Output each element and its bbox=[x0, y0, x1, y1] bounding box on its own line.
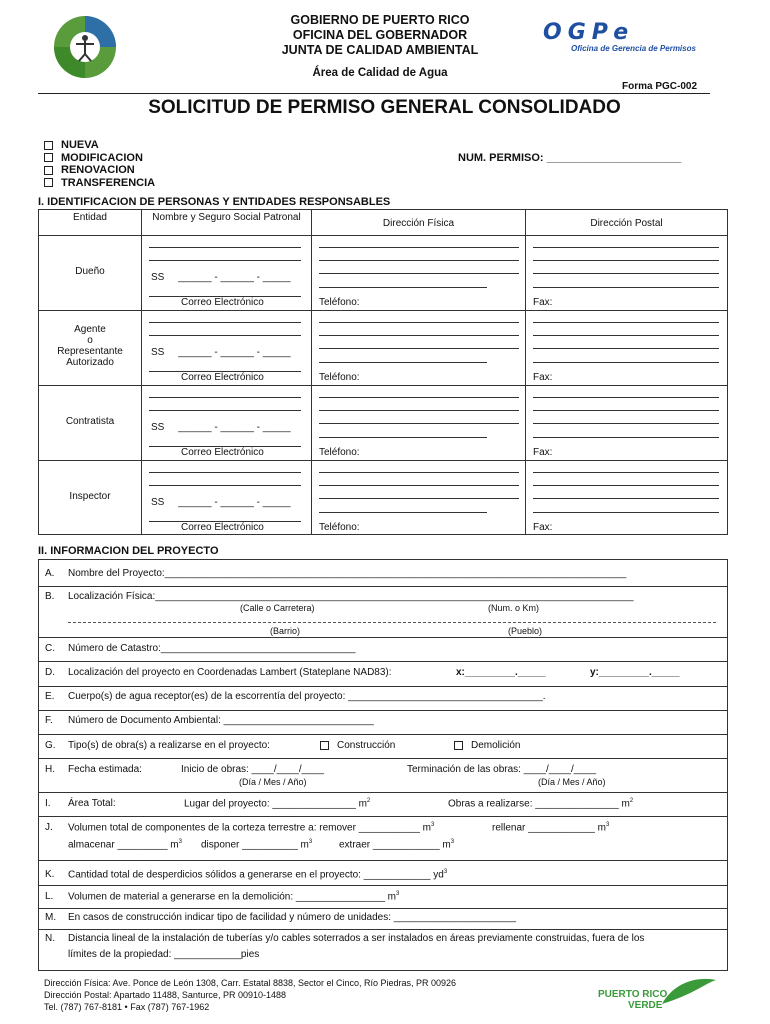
field-d-text: Localización del proyecto en Coordenadas Lambert (Stateplane NAD83): bbox=[68, 667, 392, 678]
option-construccion[interactable] bbox=[320, 740, 395, 751]
field-j-extraer: extraer ____________ m bbox=[339, 839, 451, 851]
exponent: 3 bbox=[443, 869, 448, 875]
area-title: Área de Calidad de Agua bbox=[312, 67, 448, 79]
header-line2: OFICINA DEL GOBERNADOR bbox=[292, 28, 468, 42]
field-m-letter: M. bbox=[45, 912, 57, 923]
ss-label: SS bbox=[151, 347, 165, 358]
field-i-obras[interactable] bbox=[448, 798, 633, 809]
footer-postal-address: Dirección Postal: Apartado 11488, Santurce, PR 00910-1488 bbox=[44, 990, 286, 1000]
form-code: Forma PGC-002 bbox=[622, 81, 698, 92]
checkbox-icon[interactable] bbox=[44, 141, 53, 150]
table-row bbox=[39, 461, 727, 535]
footer-phone-fax: Tel. (787) 767-8181 • Fax (787) 767-1962 bbox=[44, 1002, 210, 1012]
col-entidad: Entidad bbox=[73, 212, 107, 223]
b-sub-pueblo: (Pueblo) bbox=[508, 626, 543, 636]
field-h-text: Fecha estimada: bbox=[68, 764, 142, 775]
email-label: Correo Electrónico bbox=[181, 372, 264, 383]
exponent: 3 bbox=[396, 891, 400, 897]
phone-label: Teléfono: bbox=[319, 372, 360, 383]
email-label: Correo Electrónico bbox=[181, 522, 264, 533]
phone-label: Teléfono: bbox=[319, 522, 360, 533]
footer-physical-address: Dirección Física: Ave. Ponce de León 1308, Carr. Estatal 8838, Sector el Cinco, Río Piedras, PR 00926 bbox=[44, 978, 457, 988]
leaf-icon bbox=[660, 976, 718, 1008]
field-i-lugar[interactable] bbox=[184, 798, 370, 809]
email-label: Correo Electrónico bbox=[181, 297, 264, 308]
exponent: 2 bbox=[629, 798, 634, 804]
field-h-letter: H. bbox=[45, 764, 55, 775]
email-label: Correo Electrónico bbox=[181, 447, 264, 458]
field-d-y[interactable]: y:_________._____ bbox=[590, 667, 680, 678]
fax-label: Fax: bbox=[533, 297, 553, 308]
field-g-letter: G. bbox=[45, 740, 56, 751]
field-i-obras-text: Obras a realizarse: _______________ m bbox=[448, 798, 630, 810]
checkbox-icon[interactable] bbox=[454, 741, 463, 750]
fax-label: Fax: bbox=[533, 447, 553, 458]
col-nombre: Nombre y Seguro Social Patronal bbox=[152, 212, 301, 223]
option-construccion-label: Construcción bbox=[337, 740, 396, 751]
puerto-rico-verde-logo bbox=[598, 976, 718, 1016]
exponent: 2 bbox=[366, 798, 371, 804]
ss-field[interactable] bbox=[151, 497, 291, 508]
request-type-list bbox=[44, 139, 155, 189]
field-j-remover: Volumen total de componentes de la corteza terrestre a: remover ___________ m bbox=[68, 822, 431, 834]
entity-name: Inspector bbox=[69, 491, 111, 502]
option-demolicion-label: Demolición bbox=[471, 740, 521, 751]
exponent: 3 bbox=[178, 839, 182, 845]
field-j-almacenar: almacenar _________ m bbox=[68, 839, 179, 851]
field-i-lugar-text: Lugar del proyecto: _______________ m bbox=[184, 798, 367, 810]
request-modificacion-label: MODIFICACION bbox=[61, 151, 143, 164]
ss-field[interactable] bbox=[151, 422, 291, 433]
col-direccion-postal: Dirección Postal bbox=[590, 218, 663, 229]
field-a-letter: A. bbox=[45, 568, 55, 579]
header-rule bbox=[38, 93, 710, 94]
header-line1: GOBIERNO DE PUERTO RICO bbox=[290, 13, 470, 27]
field-g-text: Tipo(s) de obra(s) a realizarse en el proyecto: bbox=[68, 740, 270, 751]
request-transferencia[interactable] bbox=[44, 177, 155, 190]
request-renovacion[interactable] bbox=[44, 164, 155, 177]
field-l-text: Volumen de material a generarse en la demolición: ________________ m bbox=[68, 891, 397, 903]
field-d-x[interactable]: x:_________._____ bbox=[456, 667, 546, 678]
footer-address bbox=[44, 977, 456, 1013]
field-k-text: Cantidad total de desperdicios sólidos a generarse en el proyecto: ____________ yd bbox=[68, 869, 444, 881]
field-h-end[interactable]: Terminación de las obras: ____/____/____ bbox=[407, 764, 597, 775]
field-k-letter: K. bbox=[45, 869, 55, 880]
option-demolicion[interactable] bbox=[454, 740, 520, 751]
field-l-letter: L. bbox=[45, 891, 54, 902]
logo-text-1: PUERTO RICO bbox=[598, 989, 668, 1000]
field-j-rellenar: rellenar ____________ m bbox=[492, 822, 606, 834]
ss-label: SS bbox=[151, 272, 165, 283]
field-i-text: Área Total: bbox=[68, 798, 116, 809]
field-n-text2: límites de la propiedad: ____________pies bbox=[68, 949, 260, 960]
jca-logo bbox=[52, 14, 118, 80]
ss-blanks: ______ - ______ - _____ bbox=[178, 422, 291, 433]
field-f-letter: F. bbox=[45, 715, 53, 726]
ogpe-subtitle: Oficina de Gerencia de Permisos bbox=[571, 44, 696, 53]
permit-number-field[interactable]: NUM. PERMISO: ______________________ bbox=[458, 152, 682, 164]
request-nueva[interactable] bbox=[44, 139, 155, 152]
b-sub-barrio: (Barrio) bbox=[270, 626, 301, 636]
ss-field[interactable] bbox=[151, 272, 291, 283]
phone-label: Teléfono: bbox=[319, 447, 360, 458]
ogpe-logo-text: OGPe bbox=[543, 20, 635, 45]
section1-heading: I. IDENTIFICACION DE PERSONAS Y ENTIDADES RESPONSABLES bbox=[38, 196, 391, 208]
field-e-letter: E. bbox=[45, 691, 55, 702]
exponent: 3 bbox=[605, 822, 610, 828]
fax-label: Fax: bbox=[533, 372, 553, 383]
field-n-letter: N. bbox=[45, 933, 55, 944]
field-n-text: Distancia lineal de la instalación de tuberías y/o cables soterrados a ser instalados en áreas previamente construidas, fuera de los bbox=[68, 933, 645, 944]
field-c-text: Número de Catastro:___________________________________ bbox=[68, 643, 356, 654]
header-line3: JUNTA DE CALIDAD AMBIENTAL bbox=[281, 43, 479, 57]
field-i-letter: I. bbox=[45, 798, 51, 809]
field-b-text: Localización Física:______________________________________________________________________________________ bbox=[68, 591, 634, 602]
field-f-text: Número de Documento Ambiental: ___________________________ bbox=[68, 715, 374, 726]
table-row bbox=[39, 311, 727, 385]
page-title: SOLICITUD DE PERMISO GENERAL CONSOLIDADO bbox=[148, 97, 621, 118]
entity-name: Dueño bbox=[75, 266, 105, 277]
field-h-start[interactable]: Inicio de obras: ____/____/____ bbox=[181, 764, 324, 775]
h-date-format-end: (Día / Mes / Año) bbox=[538, 777, 606, 787]
checkbox-icon[interactable] bbox=[44, 178, 53, 187]
ss-blanks: ______ - ______ - _____ bbox=[178, 497, 291, 508]
b-sub-calle: (Calle o Carretera) bbox=[240, 603, 315, 613]
h-date-format-start: (Día / Mes / Año) bbox=[239, 777, 307, 787]
logo-text-2: VERDE bbox=[628, 1000, 663, 1011]
exponent: 3 bbox=[450, 839, 455, 845]
checkbox-icon[interactable] bbox=[44, 153, 53, 162]
field-c-letter: C. bbox=[45, 643, 55, 654]
field-j-letter: J. bbox=[45, 822, 53, 833]
field-d-letter: D. bbox=[45, 667, 55, 678]
table-row bbox=[39, 386, 727, 460]
field-m-text: En casos de construcción indicar tipo de facilidad y número de unidades: ______________________ bbox=[68, 912, 517, 923]
field-a-text: Nombre del Proyecto:___________________________________________________________________________________ bbox=[68, 568, 627, 579]
entity-name: Contratista bbox=[65, 416, 115, 427]
field-e-text: Cuerpo(s) de agua receptor(es) de la escorrentía del proyecto: ___________________________________. bbox=[68, 691, 546, 702]
exponent: 3 bbox=[431, 822, 435, 828]
b-sub-num: (Num. o Km) bbox=[488, 603, 540, 613]
request-transferencia-label: TRANSFERENCIA bbox=[61, 176, 156, 189]
entity-name: Agente o Representante Autorizado bbox=[57, 324, 123, 368]
ogpe-logo bbox=[543, 22, 723, 56]
table-row bbox=[39, 236, 727, 310]
ss-label: SS bbox=[151, 497, 165, 508]
section2-heading: II. INFORMACION DEL PROYECTO bbox=[38, 545, 219, 557]
ss-blanks: ______ - ______ - _____ bbox=[178, 347, 291, 358]
field-b-letter: B. bbox=[45, 591, 55, 602]
ss-label: SS bbox=[151, 422, 165, 433]
ss-field[interactable] bbox=[151, 347, 291, 358]
fax-label: Fax: bbox=[533, 522, 553, 533]
request-modificacion[interactable] bbox=[44, 152, 155, 165]
request-nueva-label: NUEVA bbox=[61, 139, 99, 151]
checkbox-icon[interactable] bbox=[44, 166, 53, 175]
checkbox-icon[interactable] bbox=[320, 741, 329, 750]
request-renovacion-label: RENOVACION bbox=[61, 164, 135, 176]
field-j-disponer: disponer __________ m bbox=[201, 839, 309, 851]
responsible-table bbox=[38, 209, 728, 535]
col-direccion-fisica: Dirección Física bbox=[382, 218, 455, 229]
phone-label: Teléfono: bbox=[319, 297, 360, 308]
exponent: 3 bbox=[308, 839, 313, 845]
ss-blanks: ______ - ______ - _____ bbox=[178, 272, 291, 283]
